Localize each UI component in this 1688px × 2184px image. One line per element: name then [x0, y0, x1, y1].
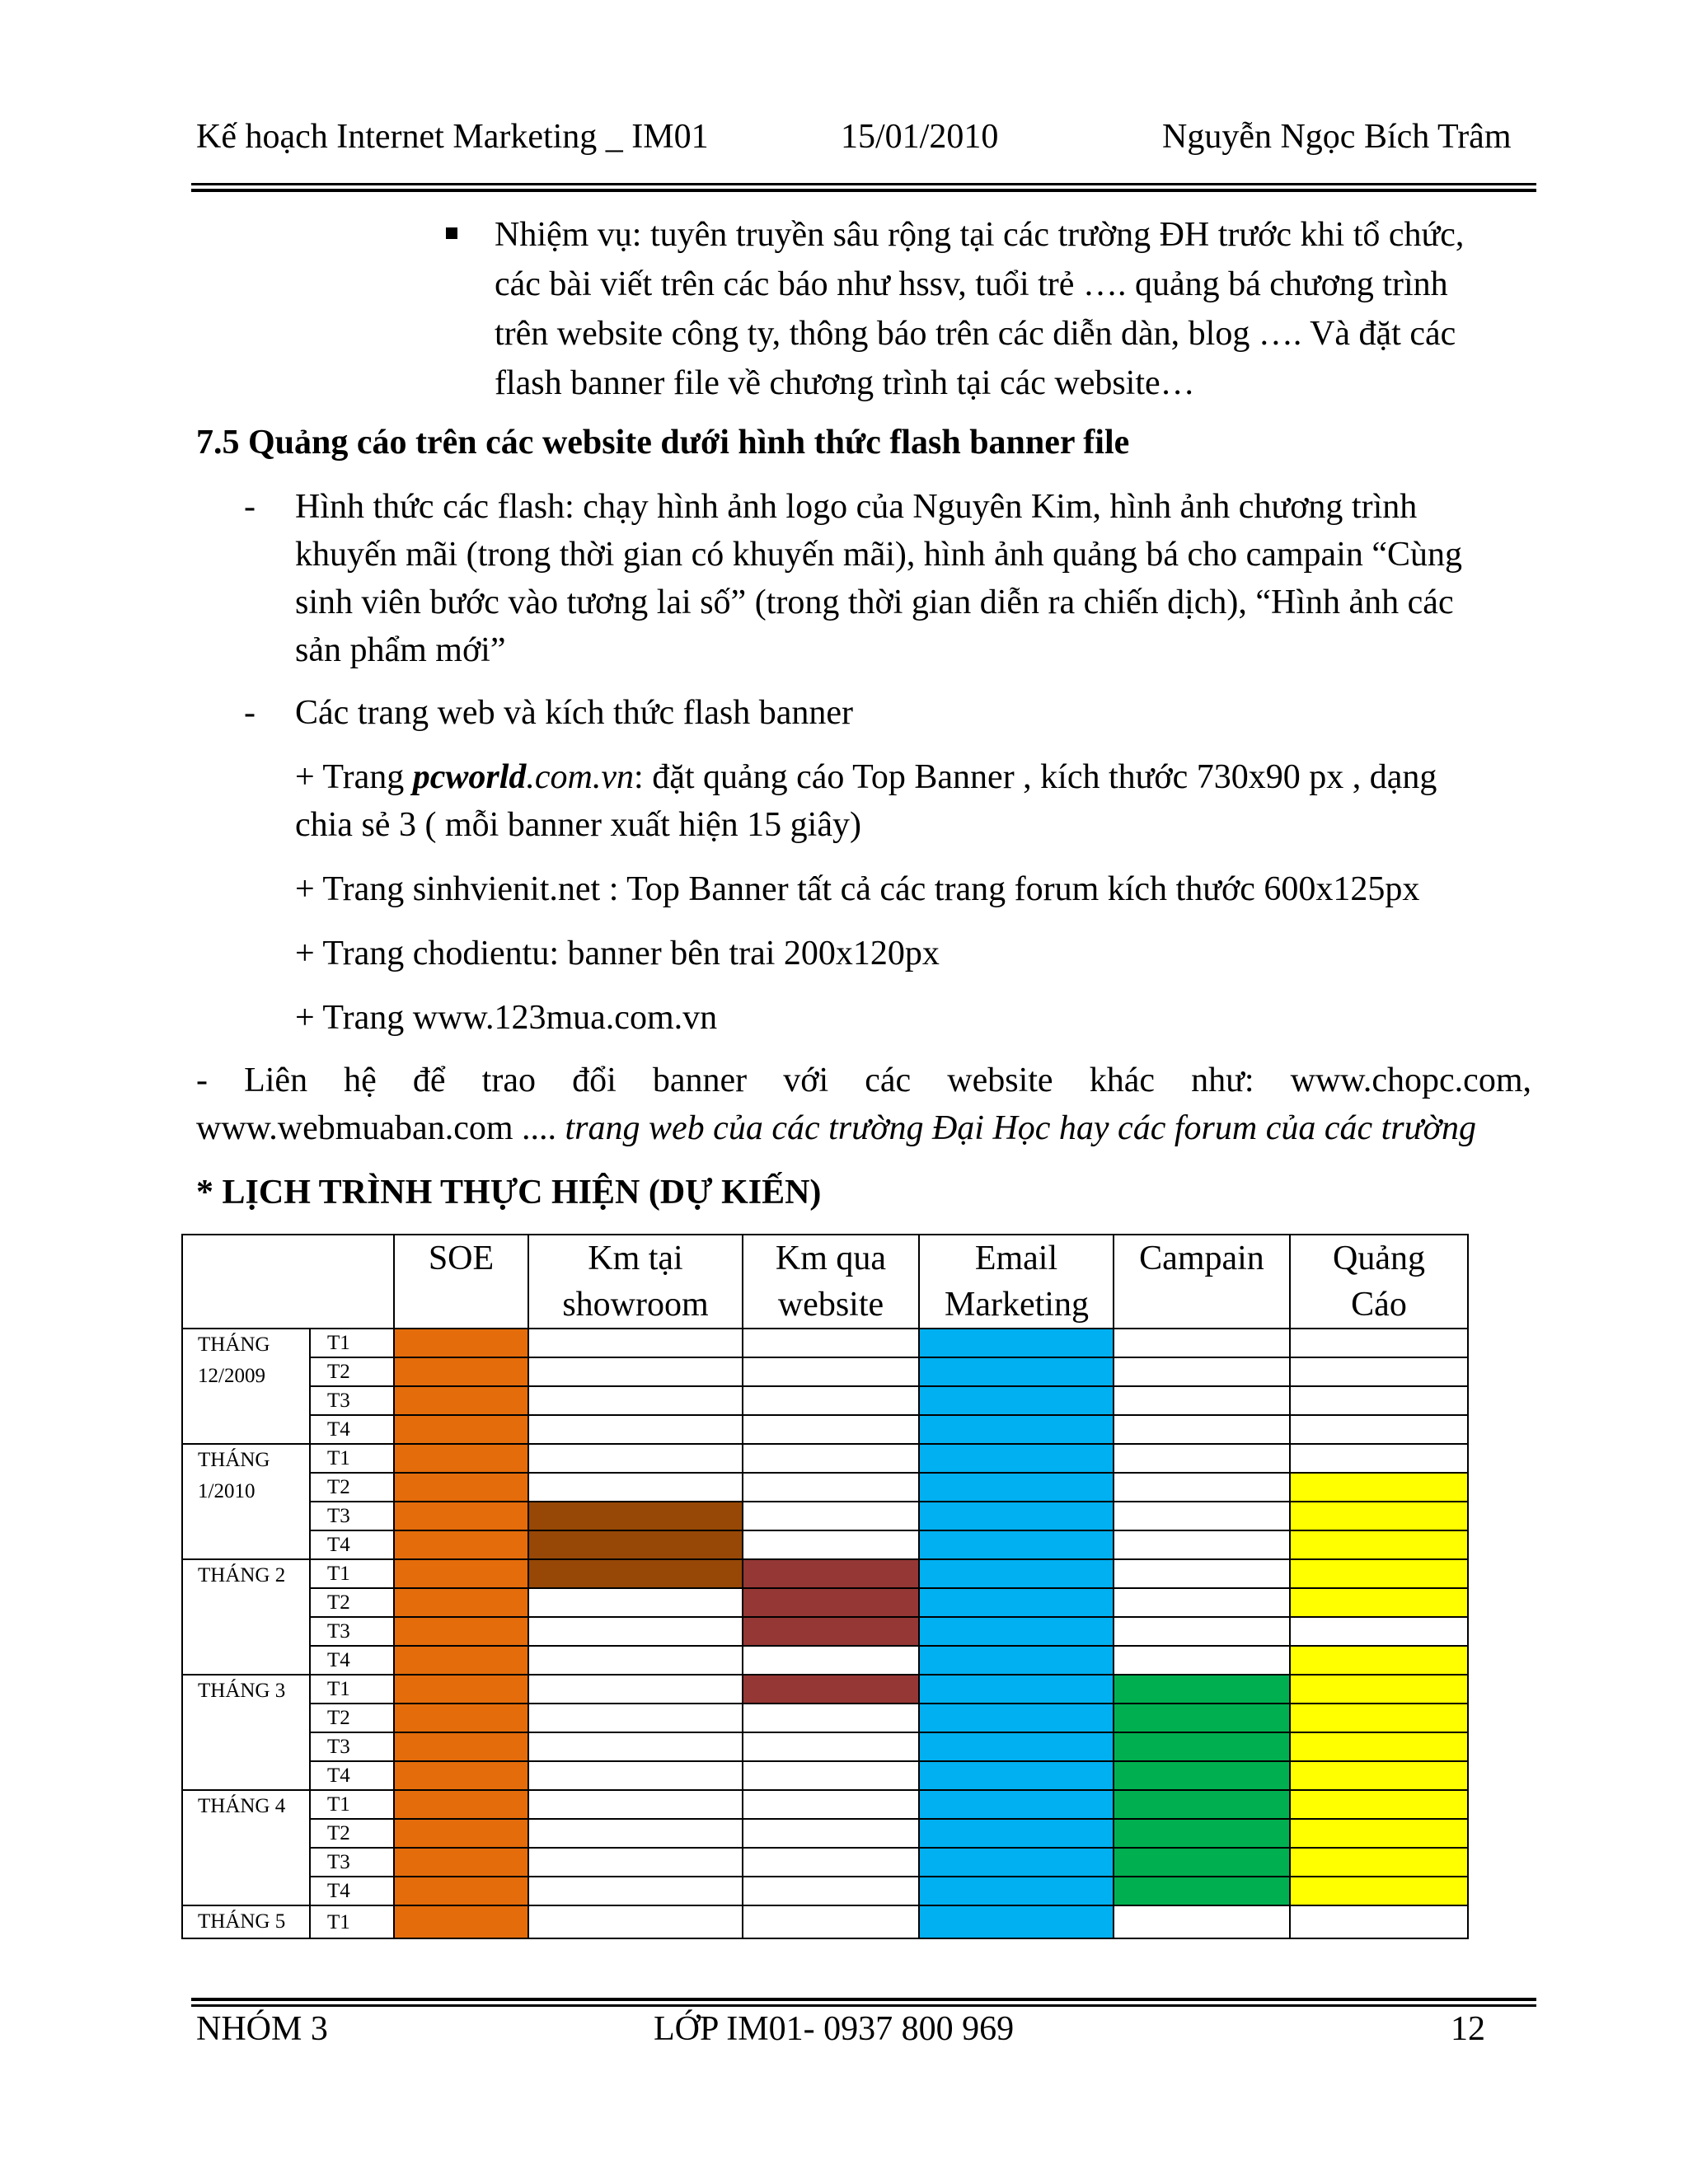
schedule-row	[182, 1357, 1468, 1386]
schedule-cell-active	[394, 1415, 528, 1444]
schedule-cell-active	[1114, 1790, 1290, 1819]
schedule-header-row	[182, 1235, 1468, 1329]
schedule-cell-empty	[1290, 1329, 1468, 1357]
schedule-cell-active	[528, 1559, 743, 1588]
schedule-row	[182, 1473, 1468, 1502]
schedule-cell-empty	[528, 1444, 743, 1473]
schedule-cell-empty	[1290, 1415, 1468, 1444]
month-label: THÁNG 5	[182, 1905, 310, 1938]
schedule-table	[181, 1234, 1469, 1939]
schedule-cell-empty	[1114, 1502, 1290, 1530]
schedule-body	[182, 1329, 1468, 1938]
dash2-text: Các trang web và kích thức flash banner	[295, 694, 854, 732]
schedule-cell-empty	[743, 1905, 919, 1938]
schedule-cell-empty	[528, 1646, 743, 1675]
month-label: THÁNG 12/2009	[182, 1329, 310, 1444]
schedule-cell-active	[919, 1790, 1114, 1819]
schedule-cell-empty	[743, 1444, 919, 1473]
week-label: T3	[310, 1848, 394, 1877]
week-label: T1	[310, 1675, 394, 1704]
schedule-cell-active	[394, 1530, 528, 1559]
schedule-cell-active	[919, 1329, 1114, 1357]
schedule-cell-active	[394, 1848, 528, 1877]
schedule-cell-empty	[528, 1588, 743, 1617]
column-header-campain: Campain	[1114, 1235, 1290, 1329]
header-title: Kế hoạch Internet Marketing _ IM01	[196, 118, 709, 156]
schedule-cell-empty	[528, 1386, 743, 1415]
week-label: T3	[310, 1386, 394, 1415]
week-label: T3	[310, 1617, 394, 1646]
schedule-cell-active	[1290, 1559, 1468, 1588]
schedule-cell-active	[394, 1329, 528, 1357]
site2-line: + Trang sinhvienit.net : Top Banner tất cả các trang forum kích thước 600x125px	[295, 870, 1420, 908]
week-label: T4	[310, 1761, 394, 1790]
schedule-cell-empty	[1114, 1617, 1290, 1646]
schedule-row	[182, 1329, 1468, 1357]
schedule-cell-empty	[743, 1473, 919, 1502]
column-header-email-marketing: Email Marketing	[919, 1235, 1114, 1329]
month-label: THÁNG 4	[182, 1790, 310, 1905]
column-header-km-showroom: Km tại showroom	[528, 1235, 743, 1329]
schedule-cell-active	[394, 1732, 528, 1761]
schedule-cell-active	[919, 1848, 1114, 1877]
schedule-cell-active	[919, 1877, 1114, 1905]
week-label: T4	[310, 1646, 394, 1675]
schedule-cell-empty	[743, 1530, 919, 1559]
week-label: T2	[310, 1473, 394, 1502]
week-label: T2	[310, 1819, 394, 1848]
schedule-cell-active	[1290, 1732, 1468, 1761]
column-header-km-website: Km qua website	[743, 1235, 919, 1329]
schedule-cell-active	[1290, 1819, 1468, 1848]
footer-group: NHÓM 3	[196, 2010, 328, 2048]
schedule-cell-active	[394, 1617, 528, 1646]
schedule-cell-active	[919, 1386, 1114, 1415]
week-label: T4	[310, 1415, 394, 1444]
schedule-cell-empty	[1114, 1646, 1290, 1675]
schedule-cell-active	[1290, 1877, 1468, 1905]
schedule-cell-empty	[1114, 1905, 1290, 1938]
column-header-quang-cao: Quảng Cáo	[1290, 1235, 1468, 1329]
column-header-soe: SOE	[394, 1235, 528, 1329]
schedule-row	[182, 1819, 1468, 1848]
schedule-cell-empty	[528, 1905, 743, 1938]
schedule-row	[182, 1415, 1468, 1444]
schedule-cell-empty	[1290, 1386, 1468, 1415]
schedule-cell-empty	[1114, 1559, 1290, 1588]
footer-class-phone: LỚP IM01- 0937 800 969	[654, 2010, 1015, 2048]
dash1-line-4: sản phẩm mới”	[295, 631, 506, 669]
schedule-cell-active	[528, 1530, 743, 1559]
schedule-row	[182, 1617, 1468, 1646]
schedule-cell-active	[1290, 1675, 1468, 1704]
schedule-cell-active	[394, 1704, 528, 1732]
schedule-row	[182, 1905, 1468, 1938]
contact-line-2-plain: www.webmuaban.com ....	[196, 1109, 565, 1147]
schedule-cell-empty	[528, 1675, 743, 1704]
schedule-cell-active	[394, 1559, 528, 1588]
bullet-line-2: các bài viết trên các báo như hssv, tuổi trẻ …. quảng bá chương trình	[495, 265, 1448, 303]
schedule-cell-empty	[743, 1357, 919, 1386]
schedule-row	[182, 1588, 1468, 1617]
week-label: T1	[310, 1444, 394, 1473]
schedule-cell-active	[919, 1415, 1114, 1444]
schedule-cell-active	[743, 1675, 919, 1704]
schedule-cell-empty	[1114, 1444, 1290, 1473]
schedule-cell-active	[919, 1819, 1114, 1848]
schedule-cell-empty	[743, 1819, 919, 1848]
schedule-cell-active	[394, 1444, 528, 1473]
dash-marker-2: -	[244, 694, 256, 732]
schedule-cell-active	[919, 1646, 1114, 1675]
schedule-cell-empty	[1114, 1357, 1290, 1386]
site1-line-1	[295, 753, 1437, 801]
schedule-cell-active	[394, 1905, 528, 1938]
header-date: 15/01/2010	[841, 118, 999, 156]
bullet-line-1: Nhiệm vụ: tuyên truyền sâu rộng tại các trường ĐH trước khi tổ chức,	[495, 216, 1465, 254]
schedule-cell-active	[1114, 1704, 1290, 1732]
schedule-cell-empty	[743, 1732, 919, 1761]
contact-line-1: - Liên hệ để trao đổi banner với các website khác như: www.chopc.com,	[196, 1062, 1531, 1099]
schedule-cell-active	[1114, 1732, 1290, 1761]
schedule-cell-active	[528, 1502, 743, 1530]
schedule-cell-active	[1114, 1819, 1290, 1848]
schedule-cell-empty	[528, 1732, 743, 1761]
schedule-cell-empty	[1114, 1530, 1290, 1559]
square-bullet-icon	[446, 227, 457, 239]
section-heading: 7.5 Quảng cáo trên các website dưới hình thức flash banner file	[196, 424, 1130, 462]
schedule-cell-active	[1290, 1530, 1468, 1559]
schedule-cell-active	[919, 1588, 1114, 1617]
week-label: T4	[310, 1530, 394, 1559]
schedule-cell-active	[743, 1559, 919, 1588]
schedule-cell-active	[1114, 1761, 1290, 1790]
dash1-line-2: khuyến mãi (trong thời gian có khuyến mãi), hình ảnh quảng bá cho campain “Cùng	[295, 536, 1463, 574]
schedule-cell-empty	[528, 1617, 743, 1646]
schedule-cell-active	[394, 1588, 528, 1617]
bullet-line-4: flash banner file về chương trình tại các website…	[495, 364, 1195, 402]
schedule-cell-active	[919, 1530, 1114, 1559]
schedule-cell-empty	[1114, 1386, 1290, 1415]
schedule-cell-active	[919, 1905, 1114, 1938]
schedule-cell-empty	[1290, 1905, 1468, 1938]
schedule-row	[182, 1646, 1468, 1675]
week-label: T2	[310, 1357, 394, 1386]
schedule-cell-empty	[528, 1848, 743, 1877]
month-label: THÁNG 3	[182, 1675, 310, 1790]
week-label: T2	[310, 1704, 394, 1732]
dash-marker-1: -	[244, 488, 256, 526]
schedule-cell-active	[394, 1502, 528, 1530]
schedule-cell-empty	[743, 1704, 919, 1732]
schedule-cell-active	[1290, 1588, 1468, 1617]
week-label: T4	[310, 1877, 394, 1905]
schedule-cell-active	[1114, 1675, 1290, 1704]
schedule-cell-active	[919, 1444, 1114, 1473]
contact-line-2	[196, 1104, 1476, 1152]
schedule-cell-active	[919, 1675, 1114, 1704]
schedule-cell-active	[394, 1790, 528, 1819]
schedule-cell-empty	[528, 1704, 743, 1732]
site3-line: + Trang chodientu: banner bên trai 200x120px	[295, 935, 940, 972]
schedule-cell-empty	[743, 1386, 919, 1415]
schedule-cell-empty	[528, 1415, 743, 1444]
schedule-heading: * LỊCH TRÌNH THỰC HIỆN (DỰ KIẾN)	[196, 1174, 822, 1212]
schedule-row	[182, 1704, 1468, 1732]
schedule-row	[182, 1761, 1468, 1790]
site1-prefix: + Trang	[295, 758, 413, 796]
schedule-cell-empty	[1114, 1473, 1290, 1502]
schedule-cell-active	[394, 1357, 528, 1386]
schedule-cell-empty	[743, 1761, 919, 1790]
schedule-cell-active	[394, 1646, 528, 1675]
schedule-cell-empty	[743, 1415, 919, 1444]
schedule-cell-active	[1290, 1473, 1468, 1502]
schedule-cell-empty	[1114, 1329, 1290, 1357]
schedule-cell-active	[743, 1617, 919, 1646]
week-label: T1	[310, 1790, 394, 1819]
schedule-row	[182, 1530, 1468, 1559]
schedule-cell-active	[394, 1877, 528, 1905]
schedule-cell-empty	[1290, 1617, 1468, 1646]
schedule-cell-active	[394, 1473, 528, 1502]
site1-name-bold: pcworld	[412, 758, 527, 796]
week-label: T1	[310, 1559, 394, 1588]
schedule-row	[182, 1877, 1468, 1905]
week-label: T1	[310, 1329, 394, 1357]
site1-name-rest: .com.vn	[526, 758, 635, 796]
schedule-cell-active	[919, 1761, 1114, 1790]
schedule-cell-empty	[743, 1790, 919, 1819]
schedule-cell-empty	[528, 1357, 743, 1386]
schedule-cell-empty	[528, 1329, 743, 1357]
schedule-cell-active	[919, 1617, 1114, 1646]
schedule-row	[182, 1559, 1468, 1588]
schedule-cell-active	[743, 1588, 919, 1617]
week-label: T3	[310, 1502, 394, 1530]
schedule-cell-active	[394, 1761, 528, 1790]
schedule-row	[182, 1386, 1468, 1415]
contact-line-2-italic: trang web của các trường Đại Học hay các forum của các trường	[565, 1109, 1476, 1147]
schedule-row	[182, 1675, 1468, 1704]
schedule-cell-active	[1114, 1877, 1290, 1905]
month-label: THÁNG 1/2010	[182, 1444, 310, 1559]
schedule-cell-active	[394, 1675, 528, 1704]
schedule-cell-empty	[743, 1329, 919, 1357]
schedule-cell-empty	[1114, 1415, 1290, 1444]
header-author: Nguyễn Ngọc Bích Trâm	[1162, 118, 1512, 156]
week-label: T2	[310, 1588, 394, 1617]
schedule-corner-cell	[182, 1235, 394, 1329]
schedule-cell-empty	[1290, 1357, 1468, 1386]
schedule-cell-active	[919, 1704, 1114, 1732]
schedule-cell-empty	[743, 1646, 919, 1675]
schedule-row	[182, 1848, 1468, 1877]
schedule-cell-active	[1290, 1790, 1468, 1819]
schedule-cell-active	[919, 1357, 1114, 1386]
schedule-row	[182, 1502, 1468, 1530]
footer-page-number: 12	[1451, 2010, 1485, 2048]
schedule-cell-empty	[528, 1790, 743, 1819]
header-rule	[191, 183, 1536, 192]
schedule-cell-empty	[743, 1877, 919, 1905]
schedule-cell-empty	[528, 1819, 743, 1848]
schedule-cell-active	[919, 1732, 1114, 1761]
dash1-line-1: Hình thức các flash: chạy hình ảnh logo của Nguyên Kim, hình ảnh chương trình	[295, 488, 1418, 526]
schedule-cell-empty	[1114, 1588, 1290, 1617]
site1-desc: : đặt quảng cáo Top Banner , kích thước 730x90 px , dạng	[634, 758, 1437, 796]
week-label: T3	[310, 1732, 394, 1761]
schedule-cell-active	[919, 1502, 1114, 1530]
site4-line: + Trang www.123mua.com.vn	[295, 999, 718, 1037]
bullet-line-3: trên website công ty, thông báo trên các diễn dàn, blog …. Và đặt các	[495, 315, 1456, 353]
dash1-line-3: sinh viên bước vào tương lai số” (trong thời gian diễn ra chiến dịch), “Hình ảnh các	[295, 583, 1454, 621]
schedule-row	[182, 1444, 1468, 1473]
schedule-cell-empty	[743, 1502, 919, 1530]
week-label: T1	[310, 1905, 394, 1938]
schedule-cell-active	[394, 1386, 528, 1415]
schedule-cell-active	[1290, 1704, 1468, 1732]
schedule-cell-active	[394, 1819, 528, 1848]
schedule-cell-empty	[528, 1473, 743, 1502]
schedule-cell-active	[919, 1559, 1114, 1588]
schedule-cell-active	[1114, 1848, 1290, 1877]
schedule-cell-active	[1290, 1761, 1468, 1790]
schedule-cell-active	[1290, 1502, 1468, 1530]
month-label: THÁNG 2	[182, 1559, 310, 1675]
schedule-cell-empty	[528, 1761, 743, 1790]
schedule-cell-active	[919, 1473, 1114, 1502]
schedule-row	[182, 1790, 1468, 1819]
schedule-cell-active	[1290, 1646, 1468, 1675]
schedule-cell-active	[1290, 1848, 1468, 1877]
schedule-cell-empty	[528, 1877, 743, 1905]
schedule-cell-empty	[1290, 1444, 1468, 1473]
schedule-row	[182, 1732, 1468, 1761]
site1-line-2: chia sẻ 3 ( mỗi banner xuất hiện 15 giây)	[295, 806, 861, 844]
schedule-cell-empty	[743, 1848, 919, 1877]
